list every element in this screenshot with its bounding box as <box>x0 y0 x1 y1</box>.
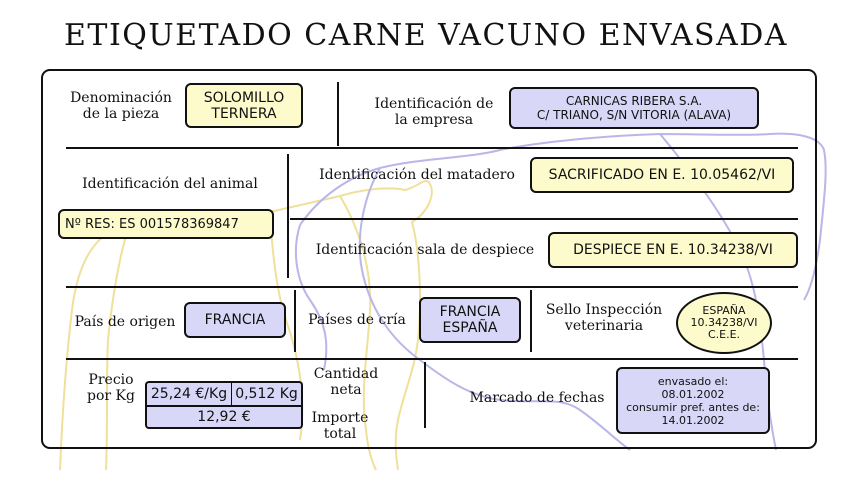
divider-h-4 <box>66 358 798 360</box>
fechas-line1: envasado el: <box>657 374 729 388</box>
fechas-value-box <box>616 367 770 434</box>
divider-v-cria <box>530 290 532 352</box>
empresa-value-box <box>509 87 759 129</box>
despiece-label: Identificación sala de despiece <box>315 242 535 258</box>
divider-h-3 <box>66 286 798 288</box>
cantidad-label: Cantidad neta <box>313 366 379 398</box>
price-per-kg-value: 25,24 €/Kg <box>150 386 228 402</box>
empresa-label: Identificación de la empresa <box>374 96 494 128</box>
sello-value-line2: 10.34238/VI <box>690 316 758 329</box>
sello-stamp <box>676 292 772 354</box>
denominacion-value-box <box>185 83 303 128</box>
divider-v-animal <box>287 154 289 278</box>
animal-value-box: Nº RES: ES 001578369847 <box>58 209 274 239</box>
divider-v-fechas <box>424 362 426 428</box>
sello-label: Sello Inspección veterinaria <box>545 302 663 334</box>
cria-label: Países de cría <box>308 312 406 328</box>
empresa-value-line2: C/ TRIANO, S/N VITORIA (ALAVA) <box>536 108 732 122</box>
fechas-line3: consumir pref. antes de: <box>626 400 760 414</box>
page-title: ETIQUETADO CARNE VACUNO ENVASADA <box>64 18 788 53</box>
fechas-line2: 08.01.2002 <box>661 387 725 401</box>
divider-h-2 <box>290 218 798 220</box>
origen-value-box: FRANCIA <box>184 302 286 338</box>
importe-label: Importe total <box>311 410 369 442</box>
cria-value-line1: FRANCIA <box>439 304 501 320</box>
matadero-label: Identificación del matadero <box>319 167 515 183</box>
total-price-box <box>145 405 303 429</box>
price-per-kg-box <box>145 381 232 407</box>
animal-label: Identificación del animal <box>82 176 258 192</box>
divider-v-top <box>337 82 339 146</box>
precio-label: Precio por Kg <box>87 372 135 404</box>
total-price-value: 12,92 € <box>197 409 251 425</box>
matadero-value-box: SACRIFICADO EN E. 10.05462/VI <box>530 157 794 193</box>
denominacion-value-line1: SOLOMILLO <box>203 89 285 106</box>
divider-h-1 <box>66 147 798 149</box>
cria-value-box <box>419 297 521 343</box>
despiece-value-box: DESPIECE EN E. 10.34238/VI <box>548 232 798 268</box>
quantity-box <box>231 381 303 407</box>
fechas-line4: 14.01.2002 <box>661 413 725 427</box>
empresa-value-line1: CARNICAS RIBERA S.A. <box>565 94 703 108</box>
quantity-value: 0,512 Kg <box>235 386 298 402</box>
sello-value-line3: C.E.E. <box>707 328 741 341</box>
fechas-label: Marcado de fechas <box>469 390 605 406</box>
denominacion-label: Denominación de la pieza <box>70 90 172 122</box>
cria-value-line2: ESPAÑA <box>442 320 498 336</box>
sello-value-line1: ESPAÑA <box>702 304 746 317</box>
origen-label: País de origen <box>74 314 176 330</box>
denominacion-value-line2: TERNERA <box>211 105 277 122</box>
divider-v-origen <box>294 290 296 352</box>
